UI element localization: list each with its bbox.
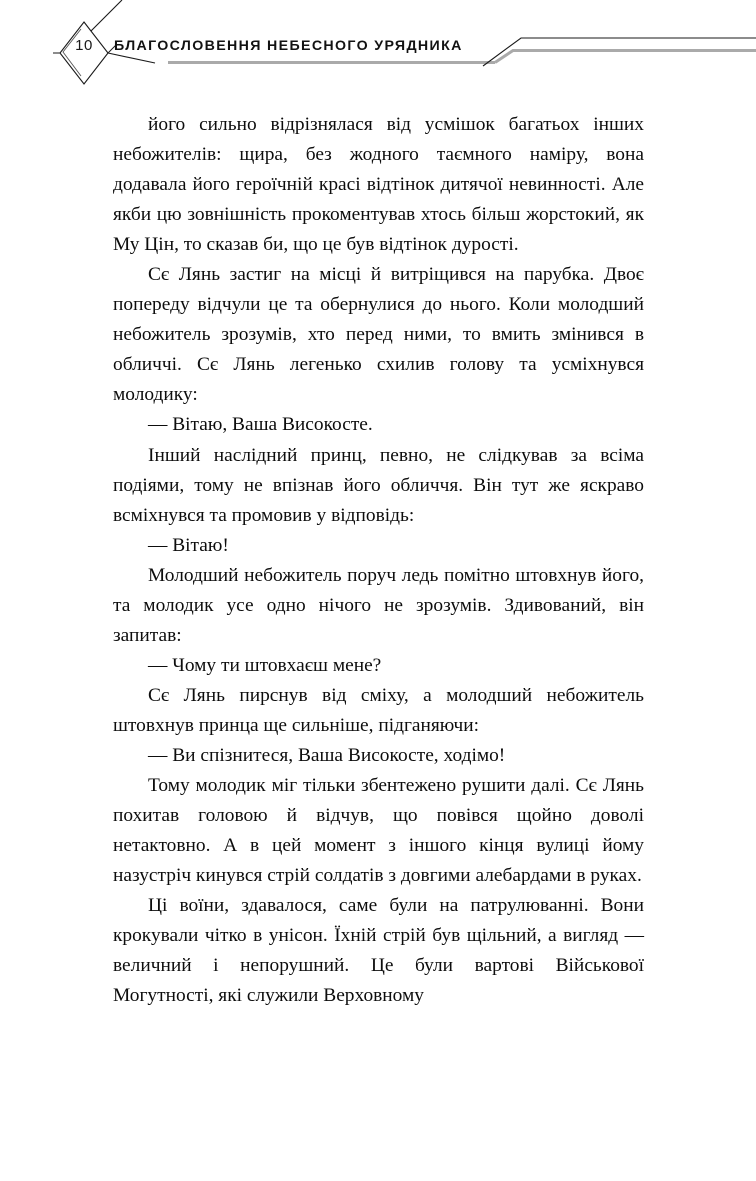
paragraph: Інший наслідний принц, певно, не слідкував за всіма подіями, тому не впізнав його обличчя. Він тут же яскраво всміхнувся та промовив у відповідь: bbox=[113, 444, 644, 526]
paragraph: Ці воїни, здавалося, саме були на патрулюванні. Вони крокували чітко в унісон. Їхній стрій був щільний, а вигляд — величний і непорушний. Це були вартові Військової Могутності, які служили Верховному bbox=[113, 895, 644, 1007]
body-text bbox=[113, 110, 644, 1011]
dialogue-line: — Вітаю, Ваша Високосте. bbox=[148, 414, 373, 436]
paragraph: Молодший небожитель поруч ледь помітно штовхнув його, та молодик усе одно нічого не зрозумів. Здивований, він запитав: bbox=[113, 564, 644, 646]
dialogue-line: — Ви спізнитеся, Ваша Високосте, ходімо! bbox=[148, 744, 506, 766]
paragraph: Сє Лянь пирснув від сміху, а молодший небожитель штовхнув принца ще сильніше, підганяючи: bbox=[113, 684, 644, 736]
paragraph: Сє Лянь застиг на місці й витріщився на парубка. Двоє попереду відчули це та обернулися до нього. Коли молодший небожитель зрозумів, хто перед ними, то вмить змінився в обличчі. Сє Лянь легенько схилив голову та усміхнувся молодику: bbox=[113, 264, 644, 406]
paragraph: Тому молодик міг тільки збентежено рушити далі. Сє Лянь похитав головою й відчув, що повівся щойно доволі нетактовно. А в цей момент з іншого кінця вулиці йому назустріч кинувся стрій солдатів з довгими алебардами в руках. bbox=[113, 775, 644, 887]
dialogue-line: — Чому ти штовхаєш мене? bbox=[148, 654, 382, 676]
paragraph: його сильно відрізнялася від усмішок багатьох інших небожителів: щира, без жодного таємного наміру, вона додавала його героїчній красі відтінок дитячої невинності. Але якби цю зовнішність прокоментував хтось більш жорстокий, як Му Цін, то сказав би, що це був відтінок дурості. bbox=[113, 114, 644, 256]
running-title: БЛАГОСЛОВЕННЯ НЕБЕСНОГО УРЯДНИКА bbox=[114, 38, 463, 54]
dialogue-line: — Вітаю! bbox=[148, 534, 229, 556]
running-header bbox=[0, 0, 756, 100]
page-number: 10 bbox=[75, 37, 93, 54]
